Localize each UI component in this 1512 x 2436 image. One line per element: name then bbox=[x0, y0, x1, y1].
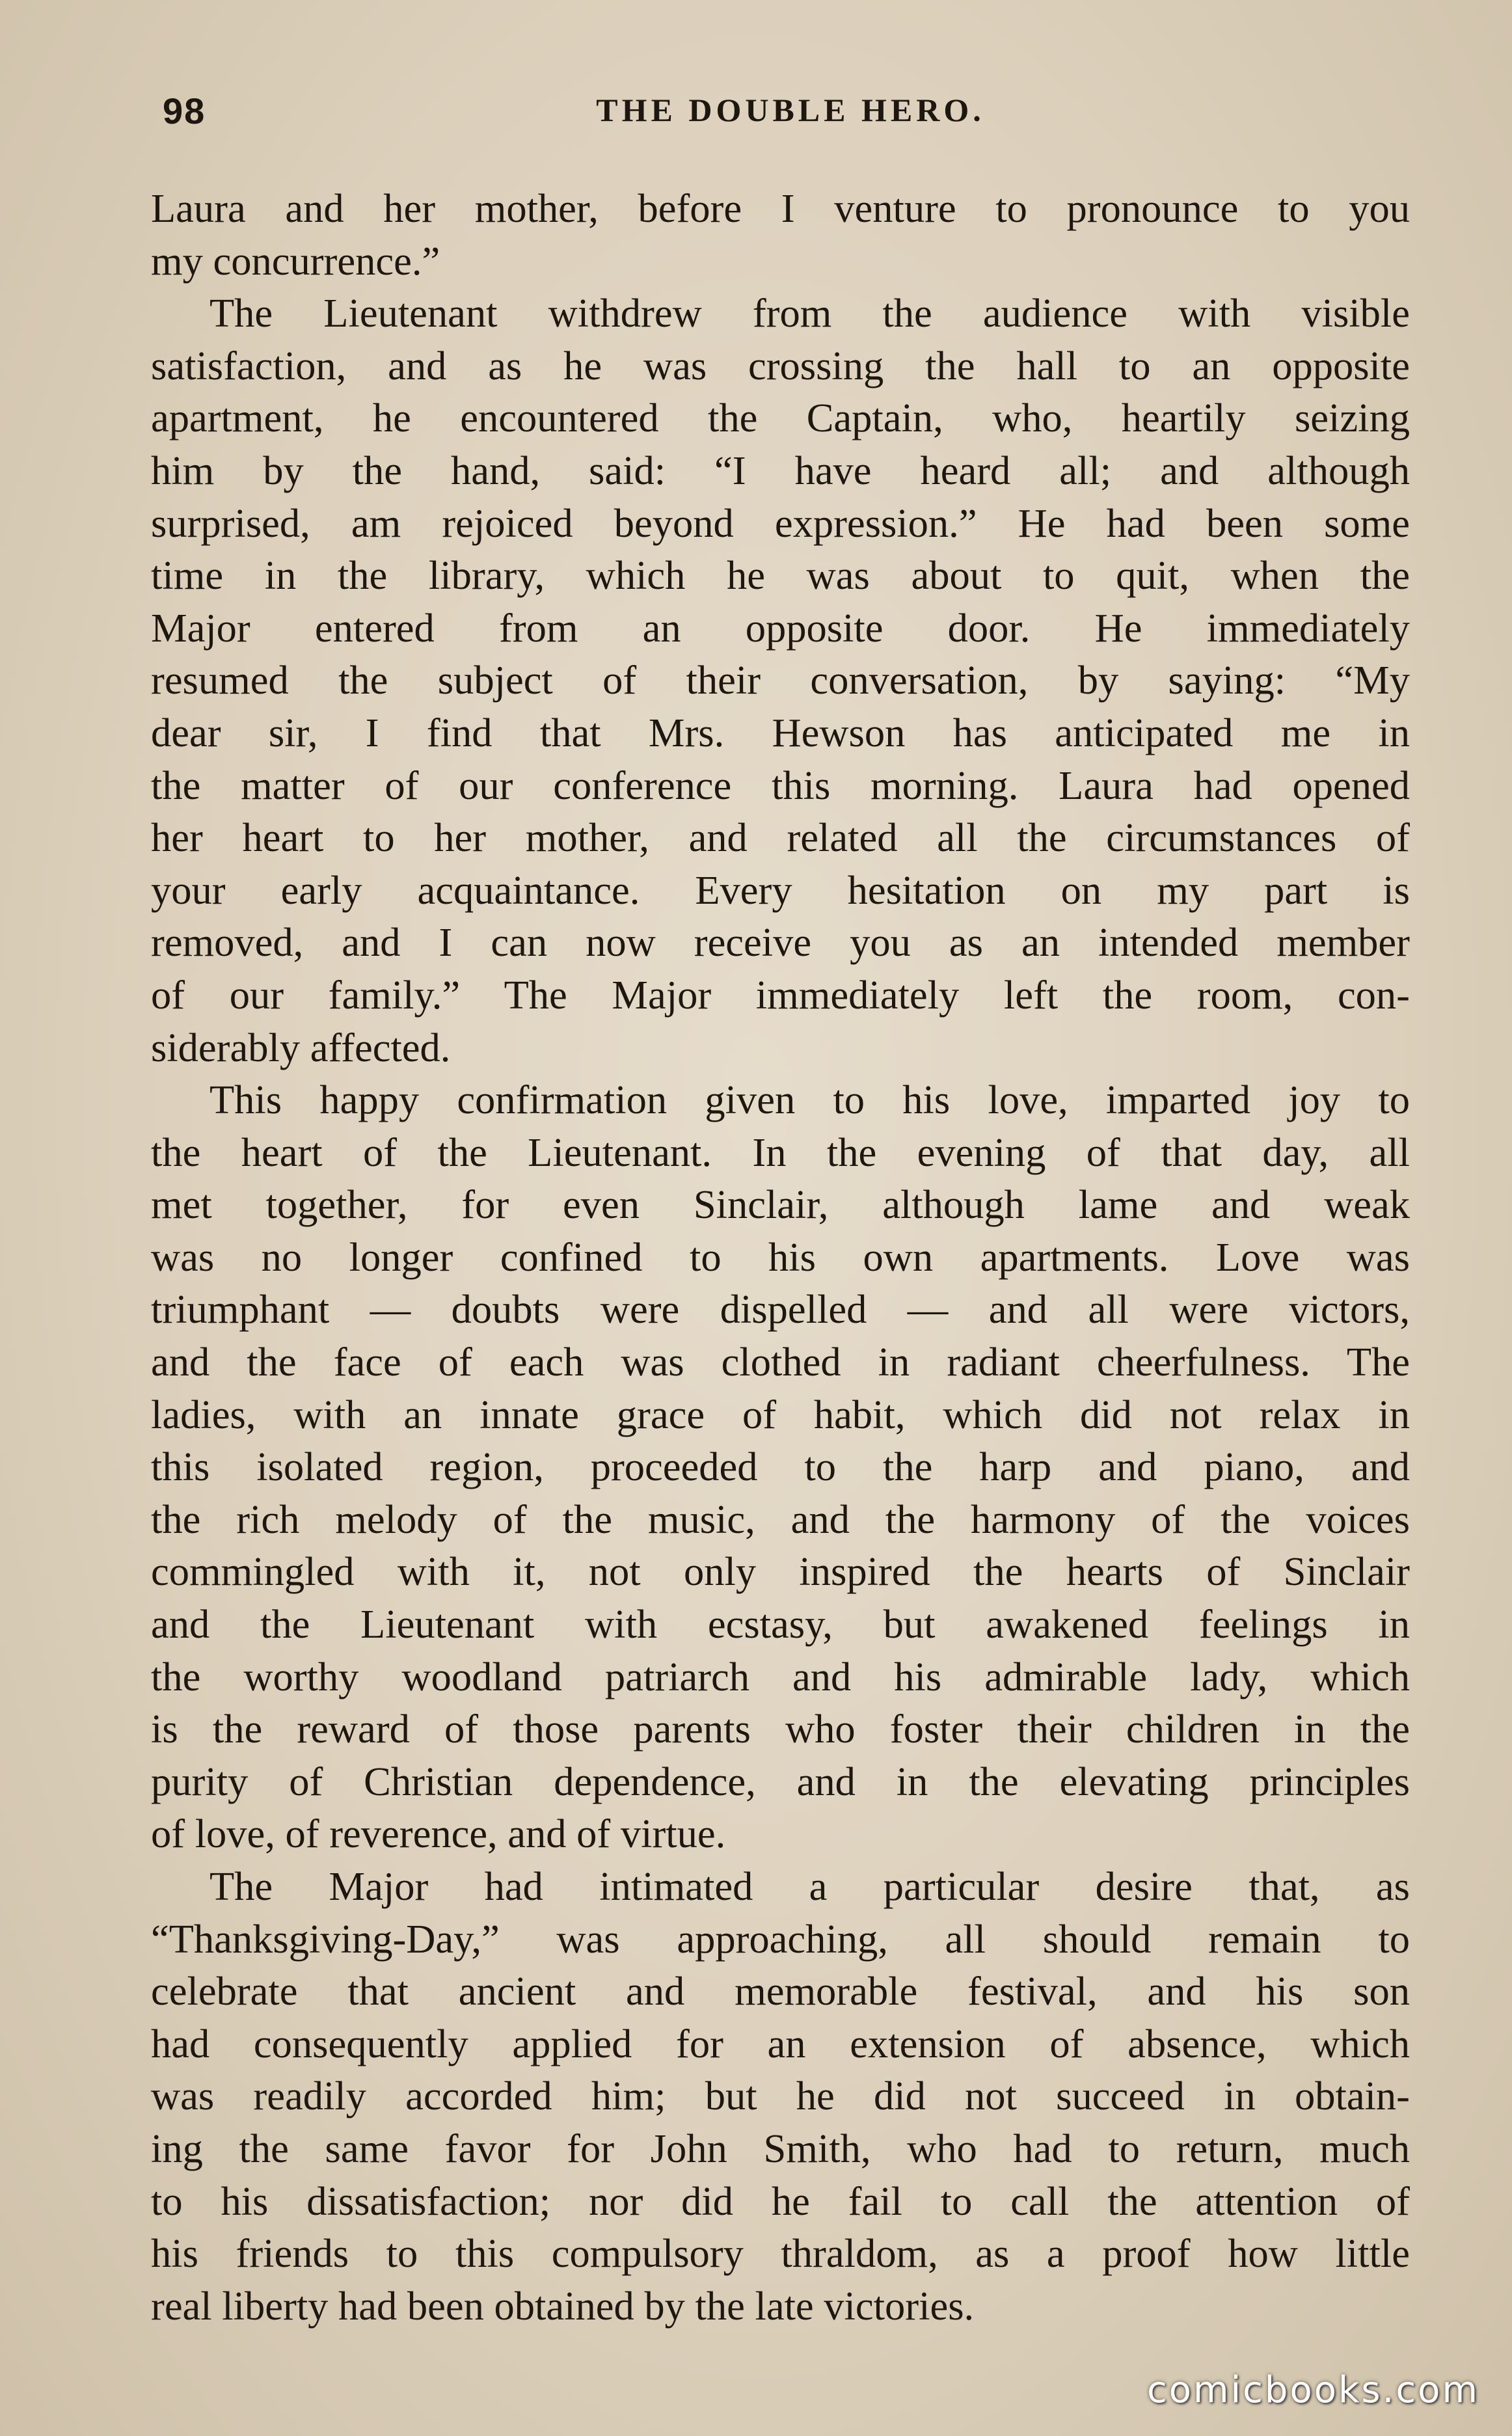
paragraph-line: my concurrence.” bbox=[151, 237, 440, 284]
paragraph-line: and the face of each was clothed in radiant cheerfulness. The bbox=[151, 1339, 1410, 1385]
paragraph-line: dear sir, I find that Mrs. Hewson has anticipated me in bbox=[151, 709, 1410, 755]
text-body bbox=[151, 182, 1410, 2332]
paragraph-first-line: The Lieutenant withdrew from the audience with visible bbox=[209, 290, 1410, 336]
paragraph-line: real liberty had been obtained by the late victories. bbox=[151, 2282, 975, 2329]
paragraph-line: siderably affected. bbox=[151, 1024, 451, 1070]
paragraph-line: your early acquaintance. Every hesitation on my part is bbox=[151, 867, 1410, 913]
paragraph-line: resumed the subject of their conversation, by saying: “My bbox=[151, 657, 1410, 703]
paragraph-line: his friends to this compulsory thraldom, as a proof how little bbox=[151, 2230, 1410, 2277]
paragraph-line: of our family.” The Major immediately left the room, con- bbox=[151, 971, 1410, 1018]
paragraph-line: this isolated region, proceeded to the harp and piano, and bbox=[151, 1444, 1410, 1490]
paragraph-line: had consequently applied for an extension of absence, which bbox=[151, 2020, 1410, 2066]
paragraph-line: of love, of reverence, and of virtue. bbox=[151, 1811, 726, 1857]
page-number: 98 bbox=[163, 90, 206, 131]
paragraph-line: purity of Christian dependence, and in the elevating principles bbox=[151, 1758, 1410, 1804]
paragraph-line: and the Lieutenant with ecstasy, but awakened feelings in bbox=[151, 1601, 1410, 1647]
paragraph-line: triumphant — doubts were dispelled — and all were victors, bbox=[151, 1286, 1410, 1333]
paragraph-line: to his dissatisfaction; nor did he fail to call the attention of bbox=[151, 2178, 1410, 2224]
paragraph-line: surprised, am rejoiced beyond expression.” He had been some bbox=[151, 500, 1410, 546]
watermark: comicbooks.com bbox=[1146, 2369, 1479, 2411]
paragraph-line: satisfaction, and as he was crossing the hall to an opposite bbox=[151, 342, 1410, 388]
paragraph-line: the worthy woodland patriarch and his admirable lady, which bbox=[151, 1653, 1410, 1699]
paragraph-line: was no longer confined to his own apartments. Love was bbox=[151, 1234, 1410, 1280]
paragraph-line: ing the same favor for John Smith, who had to return, much bbox=[151, 2125, 1410, 2171]
paragraph-line: is the reward of those parents who foster their children in the bbox=[151, 1706, 1410, 1752]
paragraph-line: Major entered from an opposite door. He immediately bbox=[151, 604, 1410, 651]
running-head bbox=[163, 78, 1418, 137]
paragraph-line: removed, and I can now receive you as an intended member bbox=[151, 919, 1410, 966]
paragraph-line: celebrate that ancient and memorable festival, and his son bbox=[151, 1968, 1410, 2014]
paragraph-line: him by the hand, said: “I have heard all; and although bbox=[151, 447, 1410, 493]
paragraph-line: time in the library, which he was about to quit, when the bbox=[151, 552, 1410, 599]
paragraph-line: the heart of the Lieutenant. In the evening of that day, all bbox=[151, 1129, 1410, 1175]
paragraph-first-line: This happy confirmation given to his love, imparted joy to bbox=[209, 1077, 1410, 1123]
paragraph-line: apartment, he encountered the Captain, who, heartily seizing bbox=[151, 395, 1410, 441]
paragraph-line: the rich melody of the music, and the harmony of the voices bbox=[151, 1496, 1410, 1542]
paragraph-line: commingled with it, not only inspired the hearts of Sinclair bbox=[151, 1549, 1410, 1595]
paragraph-line: was readily accorded him; but he did not succeed in obtain- bbox=[151, 2073, 1410, 2119]
paragraph-line: met together, for even Sinclair, although lame and weak bbox=[151, 1182, 1410, 1228]
paragraph-line: the matter of our conference this morning. Laura had opened bbox=[151, 762, 1410, 808]
running-title: THE DOUBLE HERO. bbox=[596, 92, 985, 128]
paragraph-line: “Thanksgiving-Day,” was approaching, all should remain to bbox=[151, 1915, 1410, 1962]
paragraph-line: her heart to her mother, and related all the circumstances of bbox=[151, 815, 1410, 861]
paragraph-first-line: Laura and her mother, before I venture to pronounce to you bbox=[151, 185, 1410, 231]
paragraph-line: ladies, with an innate grace of habit, which did not relax in bbox=[151, 1391, 1410, 1437]
paragraph-first-line: The Major had intimated a particular desire that, as bbox=[209, 1863, 1410, 1909]
